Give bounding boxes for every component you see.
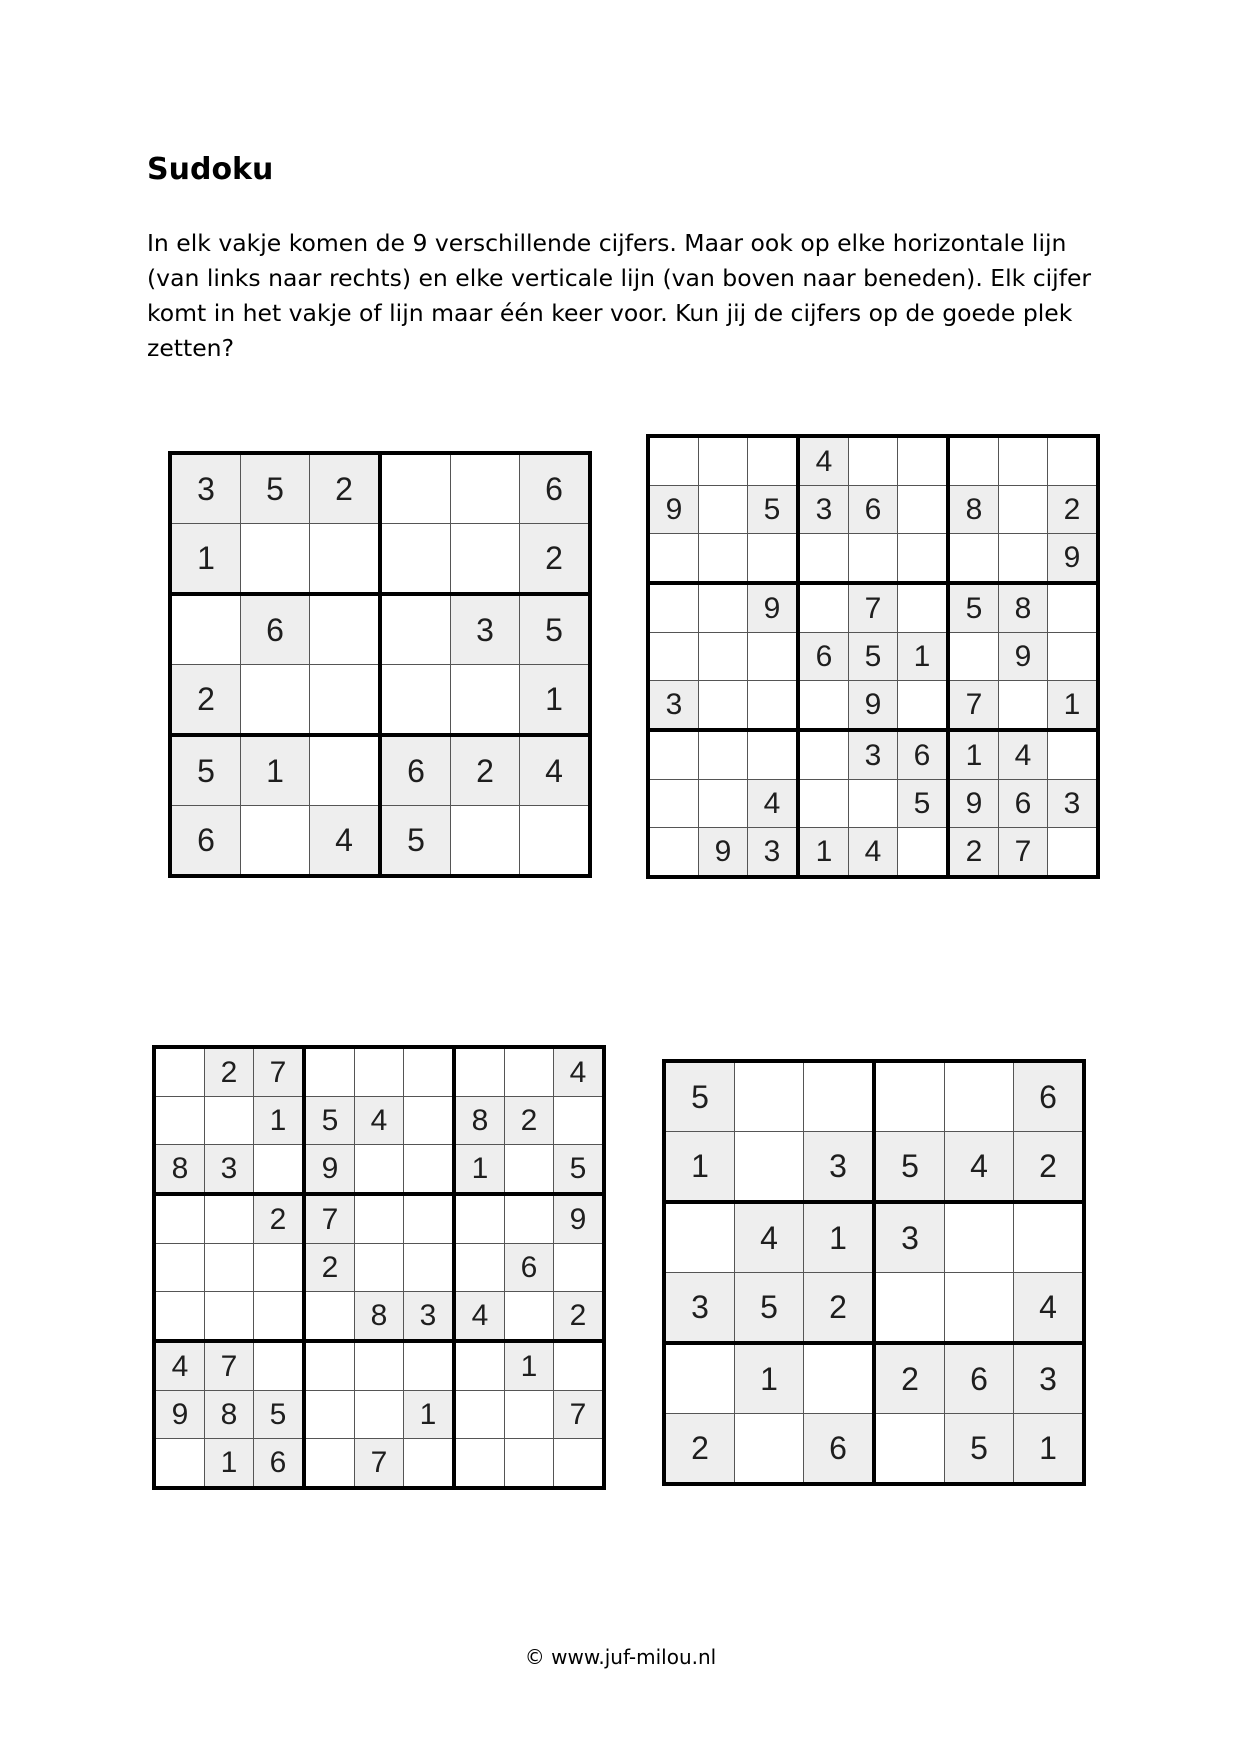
sudoku-given-cell: 3	[849, 730, 898, 780]
sudoku-empty-cell[interactable]	[454, 1194, 505, 1244]
sudoku-empty-cell[interactable]	[355, 1047, 404, 1097]
sudoku-empty-cell[interactable]	[849, 436, 898, 486]
sudoku-row	[648, 828, 1098, 878]
sudoku-empty-cell[interactable]	[554, 1097, 605, 1145]
sudoku-empty-cell[interactable]	[748, 730, 799, 780]
sudoku-given-cell: 4	[849, 828, 898, 878]
sudoku-given-cell: 2	[804, 1273, 875, 1344]
sudoku-given-cell: 1	[1014, 1414, 1085, 1485]
sudoku-given-cell: 5	[304, 1097, 355, 1145]
sudoku-given-cell: 2	[310, 453, 381, 524]
sudoku-empty-cell[interactable]	[699, 436, 748, 486]
sudoku-given-cell: 9	[304, 1145, 355, 1195]
sudoku-empty-cell[interactable]	[648, 436, 699, 486]
sudoku-given-cell: 2	[205, 1047, 254, 1097]
sudoku-empty-cell[interactable]	[648, 828, 699, 878]
sudoku-empty-cell[interactable]	[648, 583, 699, 633]
sudoku-empty-cell[interactable]	[699, 534, 748, 584]
sudoku-empty-cell[interactable]	[505, 1292, 554, 1342]
sudoku-empty-cell[interactable]	[454, 1439, 505, 1489]
sudoku-row	[154, 1047, 604, 1097]
sudoku-given-cell: 7	[355, 1439, 404, 1489]
sudoku-empty-cell[interactable]	[748, 633, 799, 681]
sudoku-empty-cell[interactable]	[205, 1292, 254, 1342]
sudoku-given-cell: 7	[948, 681, 999, 731]
sudoku-row	[664, 1061, 1084, 1132]
sudoku-given-cell: 1	[798, 828, 849, 878]
sudoku-given-cell: 3	[874, 1202, 945, 1273]
sudoku-empty-cell[interactable]	[699, 730, 748, 780]
sudoku-row	[648, 681, 1098, 731]
sudoku-given-cell: 5	[948, 583, 999, 633]
sudoku-empty-cell[interactable]	[945, 1202, 1014, 1273]
sudoku-row	[648, 780, 1098, 828]
sudoku-given-cell: 5	[898, 780, 949, 828]
sudoku-given-cell: 5	[849, 633, 898, 681]
sudoku-given-cell: 9	[948, 780, 999, 828]
sudoku-row	[154, 1391, 604, 1439]
sudoku-empty-cell[interactable]	[948, 436, 999, 486]
sudoku-row	[648, 730, 1098, 780]
sudoku-grid-9x9-bottom-left	[152, 1045, 606, 1490]
sudoku-given-cell: 2	[170, 665, 241, 736]
sudoku-given-cell: 8	[154, 1145, 205, 1195]
sudoku-row	[648, 436, 1098, 486]
sudoku-empty-cell[interactable]	[1048, 633, 1099, 681]
sudoku-given-cell: 3	[205, 1145, 254, 1195]
sudoku-given-cell: 4	[454, 1292, 505, 1342]
sudoku-given-cell: 5	[945, 1414, 1014, 1485]
sudoku-empty-cell[interactable]	[404, 1244, 455, 1292]
sudoku-given-cell: 1	[735, 1343, 804, 1414]
sudoku-given-cell: 8	[948, 486, 999, 534]
sudoku-row	[170, 524, 590, 595]
sudoku-given-cell: 7	[205, 1341, 254, 1391]
sudoku-row	[648, 534, 1098, 584]
sudoku-given-cell: 3	[804, 1132, 875, 1203]
sudoku-empty-cell[interactable]	[664, 1343, 735, 1414]
sudoku-empty-cell[interactable]	[849, 534, 898, 584]
sudoku-empty-cell[interactable]	[804, 1061, 875, 1132]
sudoku-row	[170, 665, 590, 736]
sudoku-row	[664, 1273, 1084, 1344]
sudoku-given-cell: 6	[254, 1439, 305, 1489]
sudoku-empty-cell[interactable]	[355, 1391, 404, 1439]
sudoku-empty-cell[interactable]	[304, 1341, 355, 1391]
sudoku-given-cell: 5	[554, 1145, 605, 1195]
sudoku-empty-cell[interactable]	[404, 1439, 455, 1489]
sudoku-given-cell: 8	[999, 583, 1048, 633]
sudoku-empty-cell[interactable]	[999, 534, 1048, 584]
sudoku-empty-cell[interactable]	[804, 1343, 875, 1414]
sudoku-empty-cell[interactable]	[798, 730, 849, 780]
sudoku-given-cell: 4	[310, 806, 381, 877]
sudoku-empty-cell[interactable]	[999, 436, 1048, 486]
sudoku-given-cell: 3	[404, 1292, 455, 1342]
sudoku-empty-cell[interactable]	[505, 1391, 554, 1439]
sudoku-given-cell: 4	[945, 1132, 1014, 1203]
sudoku-row	[664, 1202, 1084, 1273]
sudoku-given-cell: 2	[664, 1414, 735, 1485]
sudoku-empty-cell[interactable]	[554, 1439, 605, 1489]
sudoku-given-cell: 9	[154, 1391, 205, 1439]
sudoku-empty-cell[interactable]	[355, 1145, 404, 1195]
sudoku-empty-cell[interactable]	[699, 681, 748, 731]
sudoku-given-cell: 4	[999, 730, 1048, 780]
sudoku-empty-cell[interactable]	[355, 1194, 404, 1244]
sudoku-empty-cell[interactable]	[404, 1097, 455, 1145]
sudoku-empty-cell[interactable]	[404, 1194, 455, 1244]
sudoku-given-cell: 6	[804, 1414, 875, 1485]
sudoku-given-cell: 7	[254, 1047, 305, 1097]
sudoku-empty-cell[interactable]	[205, 1244, 254, 1292]
sudoku-given-cell: 1	[254, 1097, 305, 1145]
sudoku-given-cell: 2	[948, 828, 999, 878]
sudoku-given-cell: 2	[1014, 1132, 1085, 1203]
sudoku-empty-cell[interactable]	[798, 583, 849, 633]
sudoku-empty-cell[interactable]	[451, 524, 520, 595]
sudoku-empty-cell[interactable]	[454, 1391, 505, 1439]
sudoku-empty-cell[interactable]	[451, 806, 520, 877]
sudoku-row	[648, 633, 1098, 681]
sudoku-given-cell: 5	[664, 1061, 735, 1132]
sudoku-empty-cell[interactable]	[699, 583, 748, 633]
sudoku-row	[154, 1145, 604, 1195]
sudoku-given-cell: 5	[874, 1132, 945, 1203]
sudoku-given-cell: 9	[849, 681, 898, 731]
sudoku-given-cell: 2	[254, 1194, 305, 1244]
sudoku-row	[664, 1132, 1084, 1203]
sudoku-empty-cell[interactable]	[454, 1341, 505, 1391]
sudoku-empty-cell[interactable]	[154, 1292, 205, 1342]
sudoku-empty-cell[interactable]	[304, 1292, 355, 1342]
sudoku-row	[170, 453, 590, 524]
sudoku-given-cell: 3	[451, 594, 520, 665]
sudoku-given-cell: 2	[554, 1292, 605, 1342]
sudoku-empty-cell[interactable]	[310, 735, 381, 806]
sudoku-row	[648, 486, 1098, 534]
sudoku-given-cell: 2	[1048, 486, 1099, 534]
sudoku-empty-cell[interactable]	[798, 534, 849, 584]
sudoku-given-cell: 3	[798, 486, 849, 534]
sudoku-empty-cell[interactable]	[451, 665, 520, 736]
sudoku-empty-cell[interactable]	[380, 524, 451, 595]
sudoku-empty-cell[interactable]	[1048, 730, 1099, 780]
sudoku-given-cell: 2	[520, 524, 591, 595]
sudoku-empty-cell[interactable]	[380, 453, 451, 524]
sudoku-empty-cell[interactable]	[898, 486, 949, 534]
sudoku-row	[154, 1292, 604, 1342]
sudoku-grid-6x6-top-left	[168, 451, 592, 878]
sudoku-given-cell: 3	[1014, 1343, 1085, 1414]
sudoku-given-cell: 3	[1048, 780, 1099, 828]
sudoku-given-cell: 4	[355, 1097, 404, 1145]
copyright-footer: © www.juf-milou.nl	[524, 1645, 717, 1669]
sudoku-empty-cell[interactable]	[154, 1439, 205, 1489]
sudoku-given-cell: 9	[648, 486, 699, 534]
sudoku-empty-cell[interactable]	[898, 534, 949, 584]
sudoku-given-cell: 5	[748, 486, 799, 534]
sudoku-given-cell: 3	[648, 681, 699, 731]
sudoku-given-cell: 6	[170, 806, 241, 877]
sudoku-grid-9x9-top-right	[646, 434, 1100, 879]
sudoku-empty-cell[interactable]	[505, 1145, 554, 1195]
sudoku-empty-cell[interactable]	[999, 486, 1048, 534]
sudoku-given-cell: 6	[999, 780, 1048, 828]
sudoku-given-cell: 2	[304, 1244, 355, 1292]
sudoku-given-cell: 4	[798, 436, 849, 486]
sudoku-given-cell: 1	[948, 730, 999, 780]
sudoku-empty-cell[interactable]	[849, 780, 898, 828]
sudoku-empty-cell[interactable]	[254, 1341, 305, 1391]
sudoku-empty-cell[interactable]	[664, 1202, 735, 1273]
sudoku-empty-cell[interactable]	[254, 1244, 305, 1292]
sudoku-empty-cell[interactable]	[945, 1273, 1014, 1344]
sudoku-given-cell: 3	[170, 453, 241, 524]
sudoku-given-cell: 9	[699, 828, 748, 878]
sudoku-empty-cell[interactable]	[945, 1061, 1014, 1132]
sudoku-empty-cell[interactable]	[454, 1244, 505, 1292]
sudoku-row	[664, 1414, 1084, 1485]
sudoku-empty-cell[interactable]	[648, 633, 699, 681]
sudoku-empty-cell[interactable]	[154, 1244, 205, 1292]
sudoku-given-cell: 6	[798, 633, 849, 681]
sudoku-given-cell: 9	[554, 1194, 605, 1244]
sudoku-given-cell: 2	[451, 735, 520, 806]
sudoku-empty-cell[interactable]	[404, 1145, 455, 1195]
sudoku-empty-cell[interactable]	[735, 1132, 804, 1203]
instructions-text: In elk vakje komen de 9 verschillende cijfers. Maar ook op elke horizontale lijn (van links naar rechts) en elke verticale lijn (van boven naar beneden). Elk cijfer komt in het vakje of lijn maar één keer voor. Kun jij de cijfers op de goede plek zetten?	[147, 229, 1092, 362]
sudoku-given-cell: 8	[355, 1292, 404, 1342]
sudoku-given-cell: 1	[1048, 681, 1099, 731]
sudoku-empty-cell[interactable]	[999, 681, 1048, 731]
sudoku-empty-cell[interactable]	[648, 730, 699, 780]
sudoku-empty-cell[interactable]	[648, 534, 699, 584]
sudoku-given-cell: 4	[735, 1202, 804, 1273]
sudoku-given-cell: 5	[380, 806, 451, 877]
sudoku-empty-cell[interactable]	[898, 583, 949, 633]
sudoku-empty-cell[interactable]	[648, 780, 699, 828]
sudoku-row	[154, 1244, 604, 1292]
sudoku-given-cell: 5	[735, 1273, 804, 1344]
sudoku-given-cell: 6	[945, 1343, 1014, 1414]
sudoku-empty-cell[interactable]	[520, 806, 591, 877]
sudoku-empty-cell[interactable]	[310, 524, 381, 595]
sudoku-empty-cell[interactable]	[205, 1097, 254, 1145]
sudoku-given-cell: 4	[1014, 1273, 1085, 1344]
sudoku-empty-cell[interactable]	[154, 1097, 205, 1145]
sudoku-row	[170, 806, 590, 877]
sudoku-empty-cell[interactable]	[355, 1341, 404, 1391]
sudoku-empty-cell[interactable]	[1048, 436, 1099, 486]
sudoku-empty-cell[interactable]	[898, 681, 949, 731]
sudoku-empty-cell[interactable]	[748, 436, 799, 486]
sudoku-given-cell: 1	[898, 633, 949, 681]
sudoku-row	[154, 1194, 604, 1244]
sudoku-row	[170, 594, 590, 665]
sudoku-empty-cell[interactable]	[241, 665, 310, 736]
sudoku-given-cell: 1	[170, 524, 241, 595]
sudoku-given-cell: 4	[554, 1047, 605, 1097]
sudoku-empty-cell[interactable]	[310, 594, 381, 665]
page-title: Sudoku	[147, 152, 274, 187]
sudoku-given-cell: 3	[748, 828, 799, 878]
sudoku-given-cell: 7	[849, 583, 898, 633]
sudoku-given-cell: 1	[520, 665, 591, 736]
sudoku-empty-cell[interactable]	[1014, 1202, 1085, 1273]
sudoku-row	[170, 735, 590, 806]
sudoku-row	[154, 1097, 604, 1145]
sudoku-given-cell: 1	[804, 1202, 875, 1273]
sudoku-given-cell: 6	[241, 594, 310, 665]
sudoku-given-cell: 7	[304, 1194, 355, 1244]
sudoku-given-cell: 6	[380, 735, 451, 806]
sudoku-empty-cell[interactable]	[404, 1341, 455, 1391]
sudoku-given-cell: 2	[505, 1097, 554, 1145]
sudoku-empty-cell[interactable]	[1048, 583, 1099, 633]
sudoku-empty-cell[interactable]	[380, 594, 451, 665]
sudoku-given-cell: 9	[748, 583, 799, 633]
sudoku-empty-cell[interactable]	[505, 1047, 554, 1097]
sudoku-row	[154, 1439, 604, 1489]
sudoku-empty-cell[interactable]	[798, 780, 849, 828]
sudoku-given-cell: 8	[205, 1391, 254, 1439]
sudoku-empty-cell[interactable]	[454, 1047, 505, 1097]
sudoku-empty-cell[interactable]	[241, 524, 310, 595]
sudoku-empty-cell[interactable]	[380, 665, 451, 736]
sudoku-given-cell: 5	[254, 1391, 305, 1439]
sudoku-empty-cell[interactable]	[310, 665, 381, 736]
sudoku-empty-cell[interactable]	[505, 1194, 554, 1244]
sudoku-empty-cell[interactable]	[241, 806, 310, 877]
sudoku-empty-cell[interactable]	[304, 1047, 355, 1097]
sudoku-empty-cell[interactable]	[699, 780, 748, 828]
sudoku-empty-cell[interactable]	[154, 1194, 205, 1244]
sudoku-empty-cell[interactable]	[699, 633, 748, 681]
sudoku-grid-6x6-bottom-right	[662, 1059, 1086, 1486]
sudoku-empty-cell[interactable]	[898, 828, 949, 878]
sudoku-empty-cell[interactable]	[948, 633, 999, 681]
sudoku-given-cell: 4	[748, 780, 799, 828]
sudoku-empty-cell[interactable]	[554, 1341, 605, 1391]
sudoku-empty-cell[interactable]	[451, 453, 520, 524]
sudoku-empty-cell[interactable]	[404, 1047, 455, 1097]
sudoku-given-cell: 3	[664, 1273, 735, 1344]
sudoku-given-cell: 1	[664, 1132, 735, 1203]
sudoku-given-cell: 8	[454, 1097, 505, 1145]
sudoku-empty-cell[interactable]	[898, 436, 949, 486]
sudoku-given-cell: 6	[898, 730, 949, 780]
sudoku-empty-cell[interactable]	[304, 1391, 355, 1439]
sudoku-given-cell: 1	[205, 1439, 254, 1489]
sudoku-given-cell: 6	[520, 453, 591, 524]
sudoku-empty-cell[interactable]	[205, 1194, 254, 1244]
sudoku-given-cell: 1	[241, 735, 310, 806]
sudoku-empty-cell[interactable]	[554, 1244, 605, 1292]
sudoku-empty-cell[interactable]	[874, 1061, 945, 1132]
sudoku-given-cell: 9	[1048, 534, 1099, 584]
sudoku-empty-cell[interactable]	[154, 1047, 205, 1097]
sudoku-given-cell: 4	[520, 735, 591, 806]
sudoku-empty-cell[interactable]	[1048, 828, 1099, 878]
sudoku-row	[664, 1343, 1084, 1414]
sudoku-row	[154, 1341, 604, 1391]
sudoku-given-cell: 2	[874, 1343, 945, 1414]
sudoku-empty-cell[interactable]	[304, 1439, 355, 1489]
sudoku-given-cell: 5	[520, 594, 591, 665]
sudoku-empty-cell[interactable]	[874, 1414, 945, 1485]
sudoku-empty-cell[interactable]	[505, 1439, 554, 1489]
sudoku-given-cell: 1	[505, 1341, 554, 1391]
sudoku-empty-cell[interactable]	[735, 1061, 804, 1132]
sudoku-empty-cell[interactable]	[170, 594, 241, 665]
sudoku-given-cell: 6	[849, 486, 898, 534]
sudoku-given-cell: 1	[404, 1391, 455, 1439]
sudoku-given-cell: 1	[454, 1145, 505, 1195]
sudoku-empty-cell[interactable]	[748, 534, 799, 584]
sudoku-empty-cell[interactable]	[798, 681, 849, 731]
sudoku-empty-cell[interactable]	[874, 1273, 945, 1344]
sudoku-given-cell: 6	[505, 1244, 554, 1292]
sudoku-empty-cell[interactable]	[699, 486, 748, 534]
sudoku-given-cell: 7	[554, 1391, 605, 1439]
sudoku-given-cell: 4	[154, 1341, 205, 1391]
sudoku-row	[648, 583, 1098, 633]
sudoku-empty-cell[interactable]	[254, 1292, 305, 1342]
sudoku-empty-cell[interactable]	[948, 534, 999, 584]
sudoku-empty-cell[interactable]	[735, 1414, 804, 1485]
sudoku-given-cell: 7	[999, 828, 1048, 878]
sudoku-given-cell: 9	[999, 633, 1048, 681]
sudoku-empty-cell[interactable]	[748, 681, 799, 731]
sudoku-given-cell: 5	[241, 453, 310, 524]
sudoku-empty-cell[interactable]	[355, 1244, 404, 1292]
sudoku-empty-cell[interactable]	[254, 1145, 305, 1195]
sudoku-given-cell: 6	[1014, 1061, 1085, 1132]
sudoku-given-cell: 5	[170, 735, 241, 806]
